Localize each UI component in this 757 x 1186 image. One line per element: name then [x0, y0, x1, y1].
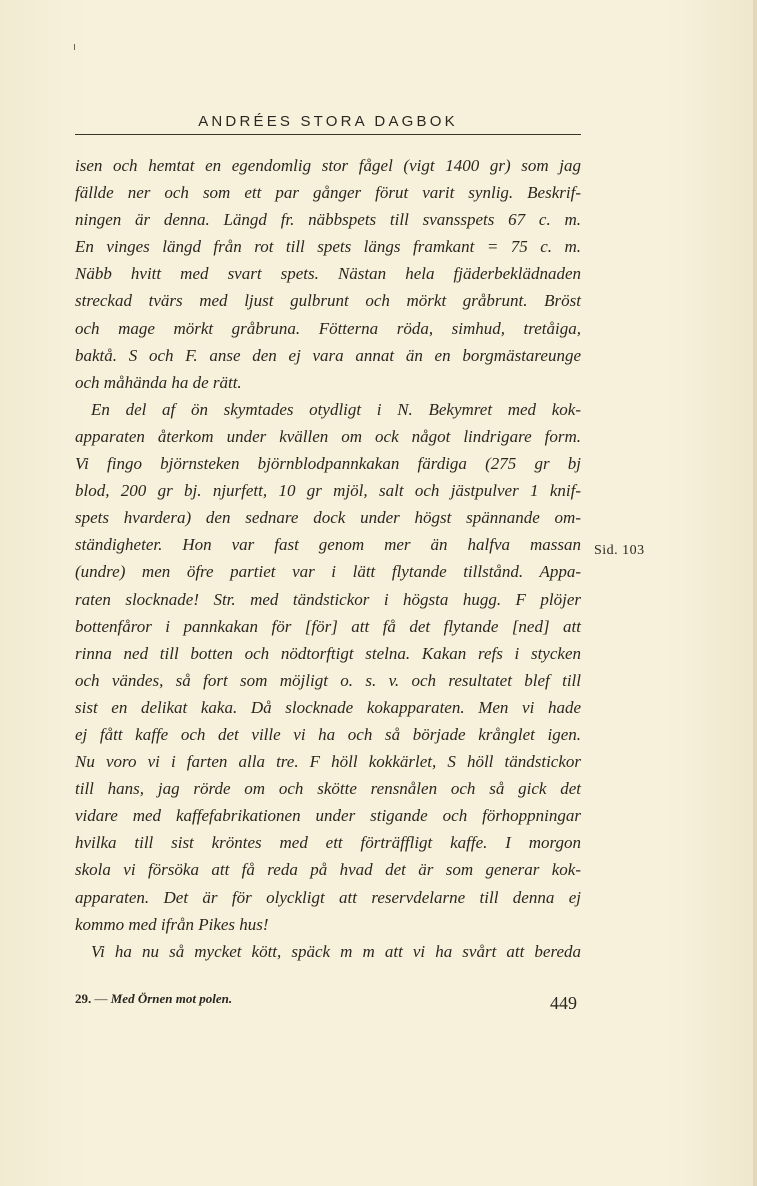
text-line: till hans, jag rörde om och skötte rensnålen och så gick det	[75, 779, 581, 799]
text-line: En del af ön skymtades otydligt i N. Bekymret med kok-	[91, 399, 581, 419]
text-line: isen och hemtat en egendomlig stor fågel (vigt 1400 gr) som jag	[75, 156, 581, 175]
text-line: fällde ner och som ett par gånger förut varit synlig. Beskrif-	[75, 183, 581, 203]
text-line: raten slocknade! Str. med tändstickor i högsta hugg. F plöjer	[75, 589, 581, 609]
page-edge	[753, 0, 757, 1186]
text-line: bottenfåror i pannkakan för [för] att få det flytande [ned] att	[75, 616, 581, 636]
text-line: Näbb hvitt med svart spets. Nästan hela fjäderbeklädnaden	[75, 264, 581, 284]
text-line: Vi ha nu så mycket kött, späck m m att vi ha svårt att bereda	[91, 941, 581, 961]
text-line: baktå. S och F. anse den ej vara annat än en borgmästareunge	[75, 345, 581, 365]
text-line: spets hvardera) den sednare dock under högst spännande om-	[75, 508, 581, 528]
text-line: blod, 200 gr bj. njurfett, 10 gr mjöl, salt och jästpulver 1 knif-	[75, 481, 581, 501]
text-line: Nu voro vi i farten alla tre. F höll kokkärlet, S höll tändstickor	[75, 752, 581, 772]
text-line: och vändes, så fort som möjligt o. s. v. och resultatet blef till	[75, 670, 581, 690]
text-line: apparaten. Det är för olyckligt att reservdelarne till denna ej	[75, 887, 581, 907]
text-line: streckad tvärs med ljust gulbrunt och mörkt gråbrunt. Bröst	[75, 291, 581, 311]
text-line: ningen är denna. Längd fr. näbbspets till svansspets 67 c. m.	[75, 210, 581, 230]
text-line: ständigheter. Hon var fast genom mer än halfva massan	[75, 535, 581, 555]
footer-book-title: Med Örnen mot polen.	[110, 991, 233, 1006]
text-line: ej fått kaffe och det ville vi ha och så började krånglet igen.	[75, 724, 581, 744]
text-line: och mage mörkt gråbruna. Fötterna röda, simhud, tretåiga,	[75, 318, 581, 338]
header-rule	[75, 134, 581, 135]
text-line: kommo med ifrån Pikes hus!	[75, 914, 269, 934]
page-number: 449	[550, 993, 577, 1013]
footer-dash: —	[94, 991, 108, 1006]
text-line: hvilka till sist kröntes med ett förträffligt kaffe. I morgon	[75, 833, 581, 853]
print-mark	[74, 44, 75, 50]
text-line: (undre) men öfre partiet var i lätt flytande tillstånd. Appa-	[75, 562, 581, 582]
running-header: ANDRÉES STORA DAGBOK	[198, 113, 458, 130]
text-line: vidare med kaffefabrikationen under stigande och förhoppningar	[75, 806, 581, 826]
footer-signature	[75, 991, 232, 1007]
text-line: skola vi försöka att få reda på hvad det är som generar kok-	[75, 860, 581, 880]
signature-number: 29.	[75, 991, 92, 1006]
text-line: En vinges längd från rot till spets längs framkant = 75 c. m.	[75, 237, 581, 257]
text-line: apparaten återkom under kvällen om ock något lindrigare form.	[75, 426, 581, 446]
text-line: sist en delikat kaka. Då slocknade kokapparaten. Men vi hade	[75, 697, 581, 717]
margin-note: Sid. 103	[594, 543, 645, 558]
text-line: Vi fingo björnsteken björnblodpannkakan färdiga (275 gr bj	[75, 454, 581, 474]
body-text	[75, 152, 581, 965]
text-line: rinna ned till botten och nödtorftigt stelna. Kakan refs i stycken	[75, 643, 581, 663]
text-line: och måhända ha de rätt.	[75, 372, 242, 392]
